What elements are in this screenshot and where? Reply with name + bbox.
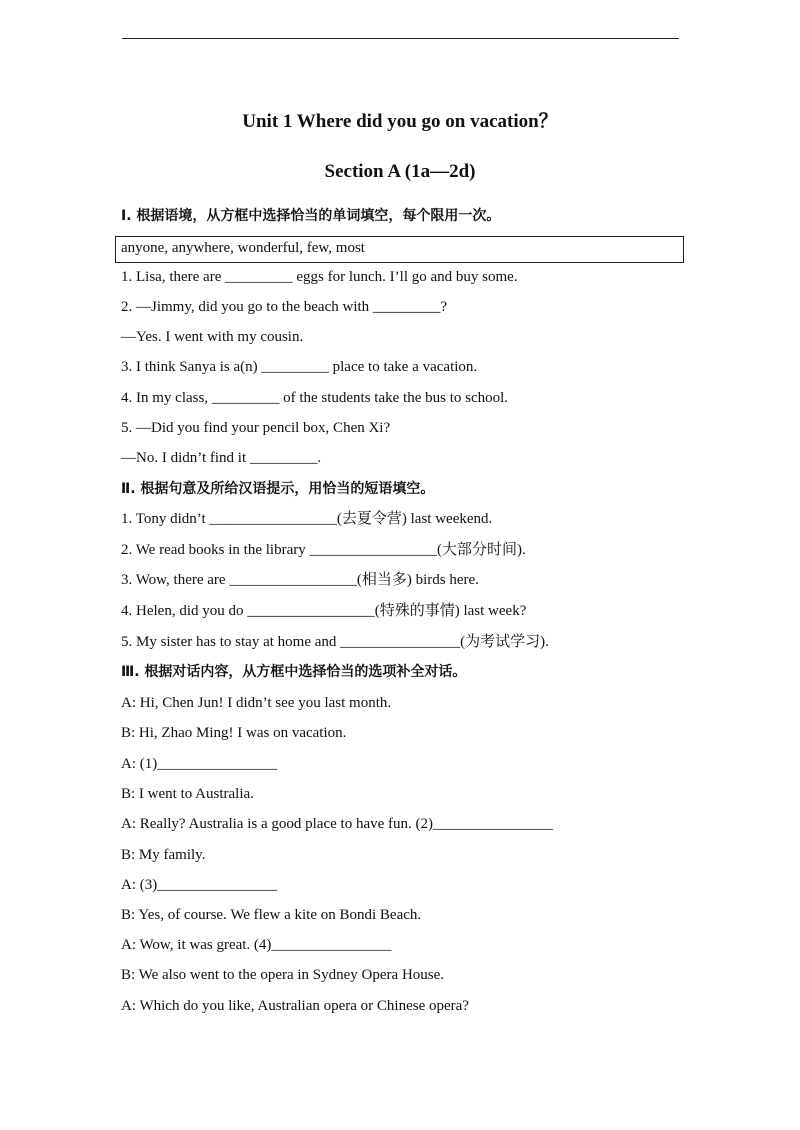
part1-item: 1. Lisa, there are _________ eggs for lunch. I’ll go and buy some. (121, 269, 518, 285)
dialogue-line: B: Hi, Zhao Ming! I was on vacation. (121, 725, 347, 741)
document-title: Unit 1 Where did you go on vacation？ (242, 111, 558, 132)
part2-item: 4. Helen, did you do _________________(特殊的事情) last week? (121, 603, 527, 619)
dialogue-line: A: (1)________________ (121, 756, 278, 772)
part2-item: 3. Wow, there are _________________(相当多) birds here. (121, 572, 479, 588)
dialogue-line: A: (3)________________ (121, 877, 278, 893)
dialogue-line: A: Really? Australia is a good place to have fun. (2)________________ (121, 816, 553, 832)
dialogue-line: A: Wow, it was great. (4)________________ (121, 937, 392, 953)
part1-item: 4. In my class, _________ of the students take the bus to school. (121, 390, 509, 406)
word-box-text: anyone, anywhere, wonderful, few, most (121, 240, 365, 256)
part2-item: 5. My sister has to stay at home and ________________(为考试学习). (121, 634, 549, 650)
dialogue-line: B: Yes, of course. We flew a kite on Bondi Beach. (121, 907, 422, 923)
dialogue-line: B: We also went to the opera in Sydney Opera House. (121, 967, 445, 983)
part2-heading: Ⅱ. 根据句意及所给汉语提示，用恰当的短语填空。 (121, 481, 435, 497)
part1-heading: Ⅰ. 根据语境，从方框中选择恰当的单词填空，每个限用一次。 (121, 208, 501, 224)
part3-heading: Ⅲ. 根据对话内容，从方框中选择恰当的选项补全对话。 (121, 664, 467, 680)
word-box (115, 236, 684, 263)
part1-item: —Yes. I went with my cousin. (121, 329, 304, 345)
part1-item: 5. —Did you find your pencil box, Chen Xi? (121, 420, 391, 436)
part1-item: 2. —Jimmy, did you go to the beach with _________? (121, 299, 448, 315)
part2-item: 1. Tony didn’t _________________(去夏令营) last weekend. (121, 511, 493, 527)
section-subtitle: Section A (1a—2d) (324, 161, 476, 182)
header-rule (122, 38, 679, 39)
part1-item: —No. I didn’t find it _________. (121, 450, 322, 466)
dialogue-line: B: I went to Australia. (121, 786, 254, 802)
dialogue-line: A: Hi, Chen Jun! I didn’t see you last month. (121, 695, 392, 711)
dialogue-line: A: Which do you like, Australian opera or Chinese opera? (121, 998, 469, 1014)
part2-item: 2. We read books in the library _________________(大部分时间). (121, 542, 526, 558)
dialogue-line: B: My family. (121, 847, 206, 863)
part1-item: 3. I think Sanya is a(n) _________ place to take a vacation. (121, 359, 478, 375)
